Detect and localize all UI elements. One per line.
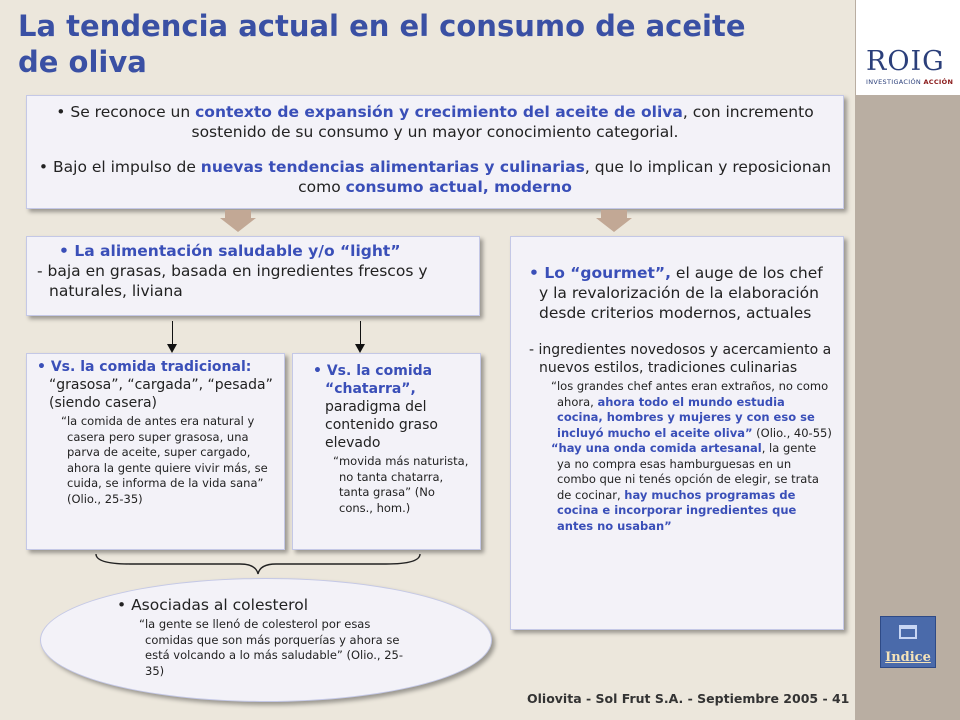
index-icon: [899, 625, 917, 639]
indice-label: Indice: [885, 650, 931, 665]
indice-button[interactable]: [880, 616, 936, 668]
cholesterol-heading: • Asociadas al colesterol: [117, 596, 308, 614]
gourmet-quote-1: “los grandes chef antes eran extraños, no como ahora, ahora todo el mundo estudia cocina, hombres y mujeres y con eso se incluyó mucho el aceite oliva” (Olio., 40-55): [551, 379, 832, 440]
chatarra-food-box: [292, 353, 481, 550]
right-sidebar: [855, 0, 960, 720]
chatarra-heading: • Vs. la comida “chatarra”, paradigma del contenido graso elevado: [313, 363, 438, 451]
roig-logo-subtitle: INVESTIGACIÓN ACCIÓN: [866, 78, 954, 86]
summary-bullet-1: • Se reconoce un contexto de expansión y crecimiento del aceite de oliva, con incremento sostenido de su consumo y un mayor conocimiento categorial.: [56, 103, 814, 141]
cholesterol-ellipse: [40, 578, 492, 702]
traditional-quote: “la comida de antes era natural y casera pero super grasosa, una parva de aceite, super cargado, ahora la gente quiere vivir más, se cuida, se informa de la vida sana”: [61, 414, 268, 490]
footer-text: Oliovita - Sol Frut S.A. - Septiembre 2005 - 41: [527, 691, 850, 706]
traditional-food-box: [26, 353, 285, 550]
healthy-light-heading: • La alimentación saludable y/o “light”: [59, 242, 401, 260]
healthy-light-box: [26, 236, 480, 316]
gourmet-quote-2: “hay una onda comida artesanal, la gente ya no compra esas hamburguesas en un combo que ni tenés opción de elegir, se trata de cocinar, hay muchos programas de cocina e incorporar ingredientes que antes no usaban”: [551, 441, 819, 533]
gourmet-heading: • Lo “gourmet”, el auge de los chef y la revalorización de la elaboración desde criterios modernos, actuales: [529, 264, 823, 322]
healthy-light-text: - baja en grasas, basada en ingredientes frescos y naturales, liviana: [37, 262, 428, 300]
gourmet-box: [510, 236, 844, 630]
cholesterol-quote: “la gente se llenó de colesterol por esas comidas que son más porquerías y ahora se está volcando a lo más saludable” (Olio., 25-35): [139, 617, 404, 678]
traditional-quote-source: (Olio., 25-35): [67, 491, 143, 506]
gourmet-subpoint: - ingredientes novedosos y acercamiento a nuevos estilos, tradiciones culinarias: [529, 342, 832, 376]
chatarra-quote: “movida más naturista, no tanta chatarra, tanta grasa” (No cons., hom.): [333, 454, 469, 515]
summary-bullet-2: • Bajo el impulso de nuevas tendencias alimentarias y culinarias, que lo implican y reposicionan como consumo actual, moderno: [38, 158, 832, 196]
roig-logo: ROIG: [866, 46, 945, 77]
grouping-brace: [90, 552, 430, 578]
summary-box: [26, 95, 844, 209]
traditional-heading: • Vs. la comida tradicional: “grasosa”, “cargada”, “pesada” (siendo casera): [37, 359, 273, 411]
page-title: La tendencia actual en el consumo de aceite de oliva: [18, 9, 746, 79]
